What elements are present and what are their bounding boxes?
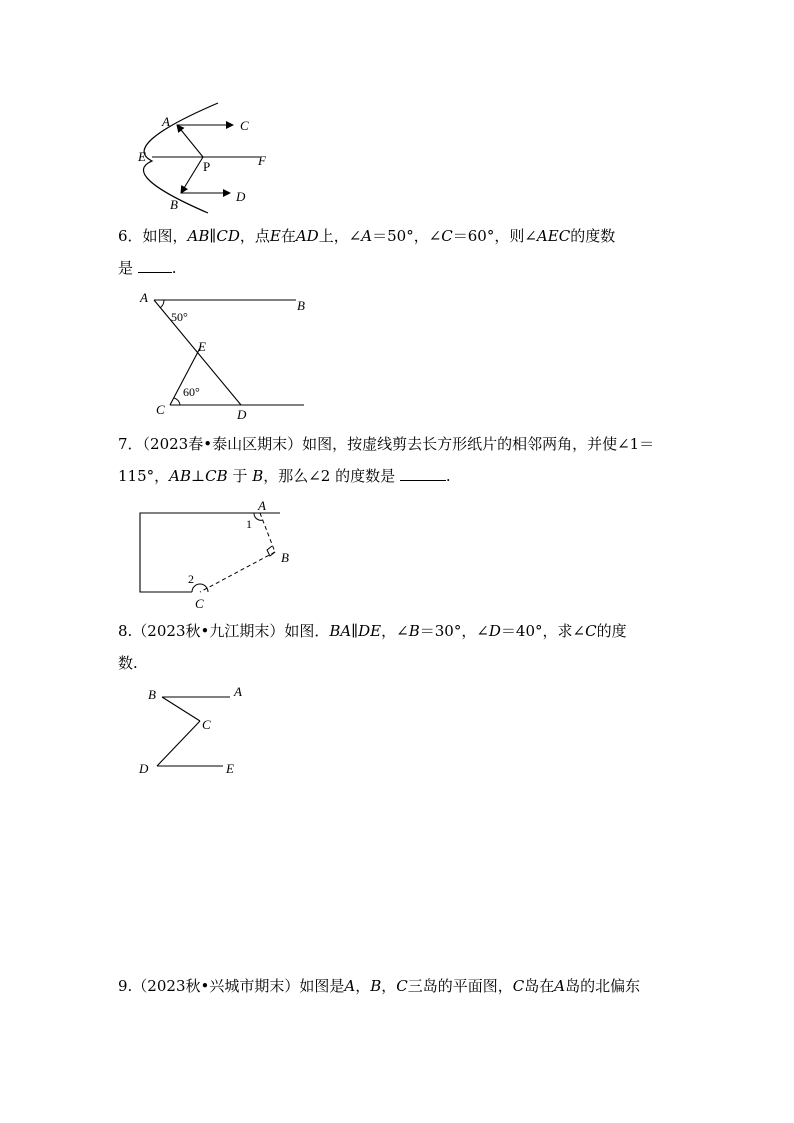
q8-line1: 8.（2023秋•九江期末）如图．BA∥DE，∠B＝30°，∠D＝40°，求∠C的度: [118, 622, 627, 640]
question-7: [118, 428, 678, 492]
label-e: E: [198, 339, 206, 354]
label-d: D: [236, 189, 246, 204]
label-e: E: [138, 149, 146, 164]
label-a: A: [140, 290, 148, 305]
label-p: P: [203, 159, 211, 174]
label-b: B: [148, 687, 156, 702]
q8-line2: 数.: [118, 654, 138, 672]
line-bc: [162, 697, 200, 721]
label-b: B: [170, 197, 178, 212]
angle-label-c: 60°: [183, 385, 200, 399]
figure-q6: [130, 288, 320, 423]
angle-mark-c: [174, 398, 180, 405]
figure-q7: [130, 496, 300, 614]
label-a: A: [234, 684, 242, 699]
parabola-curve: [143, 103, 218, 213]
label-c: C: [202, 717, 211, 732]
question-8: [118, 615, 678, 679]
rectangle-paper: [140, 513, 250, 592]
answer-blank[interactable]: [400, 466, 446, 481]
label-f: F: [258, 153, 266, 168]
question-6: [118, 220, 678, 284]
q7-line2: 115°，AB⊥CB 于 B，那么∠2 的度数是 .: [118, 467, 451, 485]
label-b: B: [297, 298, 305, 313]
label-d: D: [139, 761, 149, 776]
label-c: C: [156, 402, 165, 417]
dashed-bc: [200, 552, 275, 592]
angle-mark-a: [160, 300, 164, 308]
label-b: B: [281, 550, 289, 565]
q9-line1: 9.（2023秋•兴城市期末）如图是A，B，C三岛的平面图，C岛在A岛的北偏东: [118, 977, 641, 995]
figure-q8: [130, 680, 260, 780]
label-e: E: [226, 761, 234, 776]
q6-line2: 是 .: [118, 259, 177, 277]
q7-line1: 7．（2023春•泰山区期末）如图，按虚线剪去长方形纸片的相邻两角，并使∠1＝: [118, 435, 655, 453]
line-cd: [157, 721, 200, 766]
answer-blank[interactable]: [138, 258, 172, 273]
angle-label-1: 1: [246, 517, 252, 531]
angle-label-2: 2: [188, 572, 194, 586]
label-a: A: [162, 114, 170, 129]
ray-pb: [181, 157, 203, 193]
label-c: C: [240, 118, 249, 133]
angle-label-a: 50°: [171, 310, 188, 324]
label-c: C: [195, 596, 204, 611]
question-9: [118, 970, 678, 1002]
angle-mark-2: [192, 584, 208, 592]
ray-pa: [177, 125, 203, 157]
q6-line1: 6．如图，AB∥CD，点E在AD上，∠A＝50°，∠C＝60°，则∠AEC的度数: [118, 227, 616, 245]
label-a: A: [258, 498, 266, 513]
dashed-ab: [260, 513, 275, 552]
figure-parabola: [130, 95, 280, 220]
label-d: D: [237, 407, 247, 422]
